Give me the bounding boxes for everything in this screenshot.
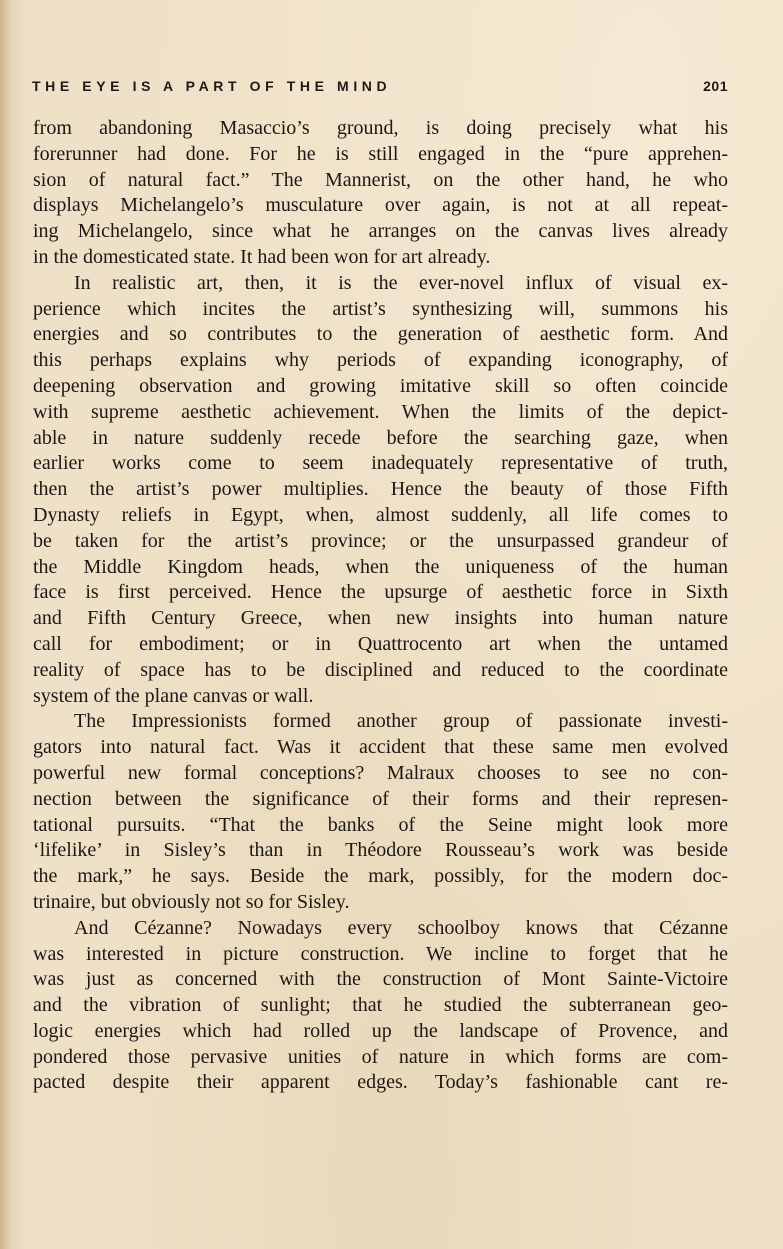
text-line: the Middle Kingdom heads, when the uniqueness of the human (33, 555, 728, 578)
text-line: ‘lifelike’ in Sisley’s than in Théodore Rousseau’s work was beside (33, 839, 728, 862)
text-line: was interested in picture construction. We incline to forget that he (33, 942, 728, 965)
running-head (32, 78, 728, 100)
text-line: displays Michelangelo’s musculature over again, is not at all repeat- (33, 194, 728, 217)
text-line: from abandoning Masaccio’s ground, is doing precisely what his (33, 117, 728, 139)
text-line: then the artist’s power multiplies. Hence the beauty of those Fifth (33, 478, 728, 501)
text-line: was just as concerned with the construction of Mont Sainte-Victoire (33, 968, 728, 991)
paragraph-2 (33, 271, 728, 710)
text-line: earlier works come to seem inadequately representative of truth, (33, 452, 728, 475)
text-line: system of the plane canvas or wall. (33, 684, 314, 707)
running-title: THE EYE IS A PART OF THE MIND (32, 78, 392, 94)
page-number: 201 (703, 78, 728, 94)
text-line: face is first perceived. Hence the upsurge of aesthetic force in Sixth (33, 581, 728, 604)
text-line: powerful new formal conceptions? Malraux chooses to see no con- (33, 761, 728, 784)
text-line: in the domesticated state. It had been won for art already. (33, 245, 491, 268)
text-line: In realistic art, then, it is the ever-novel influx of visual ex- (74, 271, 728, 294)
text-line: Dynasty reliefs in Egypt, when, almost suddenly, all life comes to (33, 503, 728, 526)
paragraph-4 (33, 916, 728, 1097)
text-line: sion of natural fact.” The Mannerist, on the other hand, he who (33, 168, 728, 191)
text-line: energies and so contributes to the generation of aesthetic form. And (33, 323, 728, 346)
text-line: reality of space has to be disciplined and reduced to the coordinate (33, 658, 728, 681)
text-line: pondered those pervasive unities of nature in which forms are com- (33, 1045, 728, 1068)
text-line: logic energies which had rolled up the landscape of Provence, and (33, 1019, 728, 1042)
paragraph-3 (33, 709, 728, 915)
text-line: perience which incites the artist’s synthesizing will, summons his (33, 297, 728, 320)
text-line: forerunner had done. For he is still engaged in the “pure apprehen- (33, 142, 728, 165)
text-line: able in nature suddenly recede before the searching gaze, when (33, 426, 728, 449)
text-line: this perhaps explains why periods of expanding iconography, of (33, 349, 728, 372)
text-line: the mark,” he says. Beside the mark, possibly, for the modern doc- (33, 865, 728, 888)
paragraph-1 (33, 116, 728, 271)
text-line: call for embodiment; or in Quattrocento art when the untamed (33, 632, 728, 655)
text-line: ing Michelangelo, since what he arranges on the canvas lives already (33, 220, 728, 243)
text-line: And Cézanne? Nowadays every schoolboy knows that Cézanne (74, 916, 728, 939)
text-line: gators into natural fact. Was it accident that these same men evolved (33, 736, 728, 759)
text-line: tational pursuits. “That the banks of the Seine might look more (33, 813, 728, 836)
text-line: and the vibration of sunlight; that he studied the subterranean geo- (33, 994, 728, 1017)
text-line: pacted despite their apparent edges. Today’s fashionable cant re- (33, 1071, 728, 1094)
page-gutter-shadow (0, 0, 26, 1249)
text-line: deepening observation and growing imitative skill so often coincide (33, 374, 728, 397)
text-line: nection between the significance of their forms and their represen- (33, 787, 728, 810)
text-line: with supreme aesthetic achievement. When the limits of the depict- (33, 400, 728, 423)
text-line: be taken for the artist’s province; or the unsurpassed grandeur of (33, 529, 728, 552)
text-line: The Impressionists formed another group of passionate investi- (74, 710, 728, 733)
text-line: and Fifth Century Greece, when new insights into human nature (33, 607, 728, 630)
text-line: trinaire, but obviously not so for Sisley. (33, 890, 350, 913)
body-text (33, 116, 728, 1096)
